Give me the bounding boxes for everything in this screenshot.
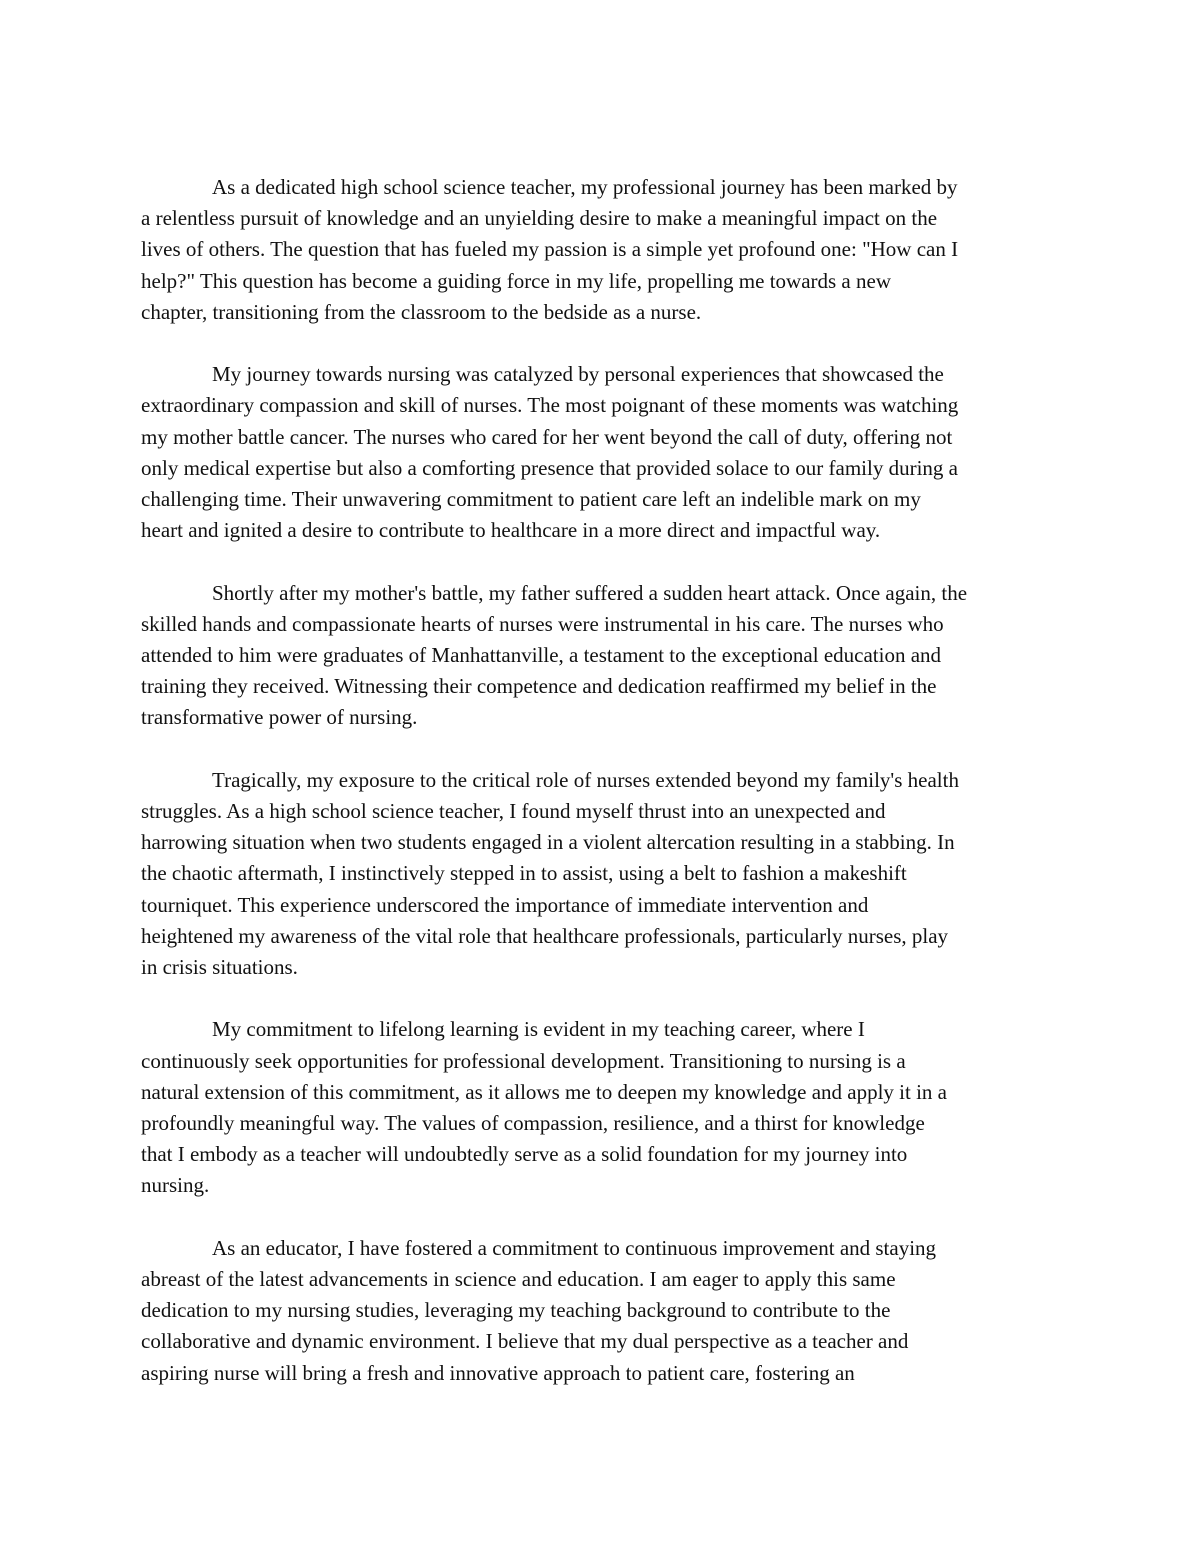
paragraph-1: [141, 172, 1071, 328]
text-line: My commitment to lifelong learning is evident in my teaching career, where I: [212, 1017, 865, 1042]
text-line: natural extension of this commitment, as it allows me to deepen my knowledge and apply it in a: [141, 1079, 947, 1104]
paragraph-2: [141, 359, 1071, 546]
text-line: my mother battle cancer. The nurses who cared for her went beyond the call of duty, offering not: [141, 424, 953, 449]
text-line: tourniquet. This experience underscored the importance of immediate intervention and: [141, 892, 869, 917]
text-line: transformative power of nursing.: [141, 705, 418, 730]
text-line: chapter, transitioning from the classroom to the bedside as a nurse.: [141, 299, 702, 324]
text-line: a relentless pursuit of knowledge and an unyielding desire to make a meaningful impact on the: [141, 206, 938, 231]
text-line: profoundly meaningful way. The values of compassion, resilience, and a thirst for knowledge: [141, 1111, 925, 1136]
text-line: As an educator, I have fostered a commitment to continuous improvement and staying: [212, 1235, 937, 1260]
text-line: nursing.: [141, 1173, 210, 1198]
text-line: challenging time. Their unwavering commitment to patient care left an indelible mark on my: [141, 487, 921, 512]
text-line: Tragically, my exposure to the critical role of nurses extended beyond my family's health: [212, 767, 959, 792]
text-line: in crisis situations.: [141, 955, 298, 980]
text-line: attended to him were graduates of Manhattanville, a testament to the exceptional education and: [141, 643, 942, 668]
text-line: lives of others. The question that has fueled my passion is a simple yet profound one: "How can I: [141, 237, 959, 262]
text-line: Shortly after my mother's battle, my father suffered a sudden heart attack. Once again, the: [212, 580, 968, 605]
paragraph-5: [141, 1014, 1071, 1201]
text-line: dedication to my nursing studies, leveraging my teaching background to contribute to the: [141, 1298, 891, 1323]
text-line: abreast of the latest advancements in science and education. I am eager to apply this same: [141, 1267, 896, 1292]
text-line: training they received. Witnessing their competence and dedication reaffirmed my belief in the: [141, 674, 937, 699]
text-line: harrowing situation when two students engaged in a violent altercation resulting in a stabbing. In: [141, 830, 955, 855]
text-line: continuously seek opportunities for professional development. Transitioning to nursing is a: [141, 1048, 906, 1073]
text-line: only medical expertise but also a comforting presence that provided solace to our family during a: [141, 455, 958, 480]
text-line: that I embody as a teacher will undoubtedly serve as a solid foundation for my journey into: [141, 1142, 908, 1167]
text-line: collaborative and dynamic environment. I believe that my dual perspective as a teacher and: [141, 1329, 909, 1354]
text-line: heart and ignited a desire to contribute to healthcare in a more direct and impactful way.: [141, 518, 881, 543]
essay-body: [141, 172, 1071, 1420]
text-line: heightened my awareness of the vital role that healthcare professionals, particularly nurses, play: [141, 923, 949, 948]
text-line: the chaotic aftermath, I instinctively stepped in to assist, using a belt to fashion a makeshift: [141, 861, 907, 886]
paragraph-3: [141, 578, 1071, 734]
text-line: struggles. As a high school science teacher, I found myself thrust into an unexpected and: [141, 799, 886, 824]
text-line: As a dedicated high school science teacher, my professional journey has been marked by: [212, 175, 958, 199]
text-line: help?" This question has become a guiding force in my life, propelling me towards a new: [141, 268, 891, 293]
text-line: My journey towards nursing was catalyzed by personal experiences that showcased the: [212, 362, 944, 387]
text-line: extraordinary compassion and skill of nurses. The most poignant of these moments was watching: [141, 393, 959, 418]
paragraph-6: [141, 1233, 1071, 1389]
paragraph-4: [141, 765, 1071, 983]
text-line: skilled hands and compassionate hearts of nurses were instrumental in his care. The nurses who: [141, 611, 944, 636]
text-line: aspiring nurse will bring a fresh and innovative approach to patient care, fostering an: [141, 1360, 855, 1385]
